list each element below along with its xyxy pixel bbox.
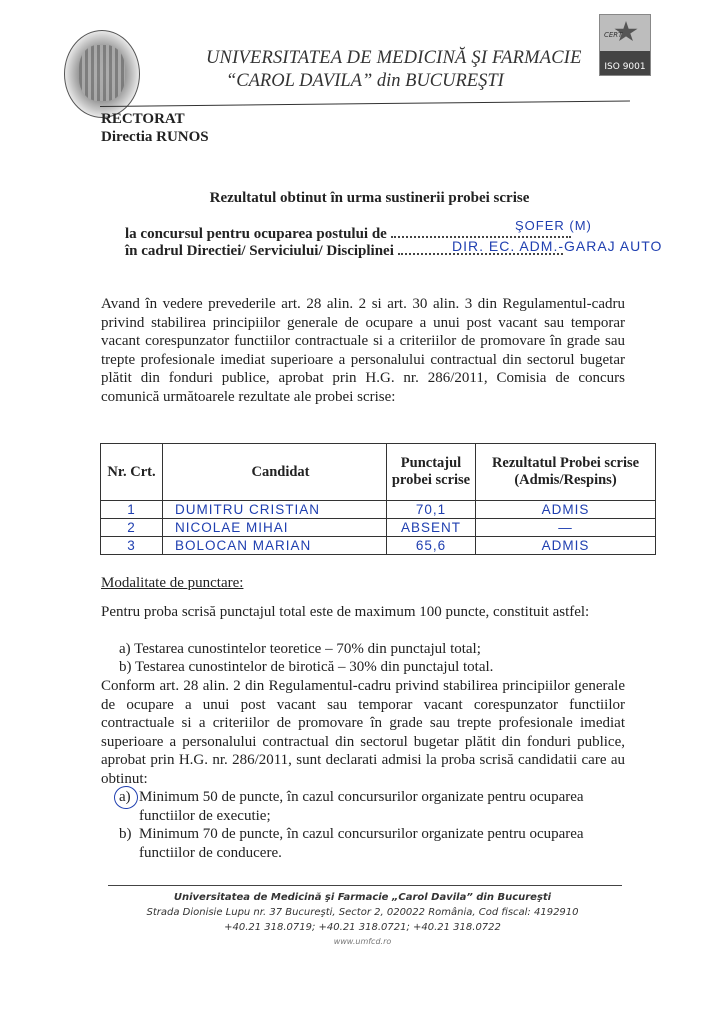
threshold-item-text: Minimum 70 de puncte, în cazul concursurilor organizate pentru ocuparea functiilor de conducere.	[139, 826, 584, 861]
table-row	[101, 537, 656, 555]
cell-candidate: BOLOCAN MARIAN	[163, 537, 387, 555]
admission-paragraph: Conform art. 28 alin. 2 din Regulamentul-cadru privind stabilirea principiilor generale de ocupare a unui post vacant sau temporar vacant corespunzator functiilor contractuale si a criteriilor de promovare în grade sau trepte profesionale imediat superioare a personalului contractual din sectorul bugetar plătit din fonduri publice, aprobat prin H.G. nr. 286/2011, sunt declarati admisi la proba scrisă candidatii care au obtinut:	[101, 678, 625, 787]
position-label: la concursul pentru ocuparea postului de	[125, 226, 387, 242]
department-rectorat: RECTORAT	[101, 111, 185, 127]
header-score: Punctajul probei scrise	[387, 444, 476, 501]
header-nr: Nr. Crt.	[101, 444, 163, 501]
header-result: Rezultatul Probei scrise (Admis/Respins)	[476, 444, 656, 501]
iso-certification-logo	[599, 14, 651, 76]
intro-paragraph: Avand în vedere prevederile art. 28 alin. 2 si art. 30 alin. 3 din Regulamentul-cadru privind stabilirea principiilor generale de ocupare a unui post vacant sau temporar vacant corespunzator functiilor contractuale si a criteriilor de promovare în grade sau trepte profesionale imediat superioare a personalului contractual din sectorul bugetar plătit din fonduri publice, aprobat prin H.G. nr. 286/2011, Comisia de concurs comunică următoarele rezultate ale probei scrise:	[101, 296, 625, 405]
footer-website: www.umfcd.ro	[333, 937, 392, 946]
cell-score: ABSENT	[387, 519, 476, 537]
scoring-item-mark: a)	[119, 641, 131, 657]
cell-result: ADMIS	[476, 537, 656, 555]
cell-score: 65,6	[387, 537, 476, 555]
department-runos: Directia RUNOS	[101, 129, 209, 145]
header-candidate: Candidat	[163, 444, 387, 501]
threshold-item-mark: a)	[119, 789, 131, 805]
table-row	[101, 501, 656, 519]
seal-building-icon	[79, 45, 125, 101]
cell-candidate: DUMITRU CRISTIAN	[163, 501, 387, 519]
scoring-heading: Modalitate de punctare:	[101, 575, 244, 591]
university-name: UNIVERSITATEA DE MEDICINĂ ŞI FARMACIE	[206, 48, 582, 68]
footer-phones: +40.21 318.0719; +40.21 318.0721; +40.21 318.0722	[224, 922, 501, 933]
position-value-handwritten: ŞOFER (M)	[515, 218, 592, 233]
scoring-item-mark: b)	[119, 659, 132, 675]
threshold-item-text: Minimum 50 de puncte, în cazul concursurilor organizate pentru ocuparea functiilor de executie;	[139, 789, 584, 824]
footer-address: Strada Dionisie Lupu nr. 37 Bucureşti, Sector 2, 020022 România, Cod fiscal: 4192910	[146, 907, 579, 918]
department-value-handwritten: DIR. EC. ADM.-GARAJ AUTO	[452, 238, 663, 254]
footer-divider	[108, 885, 622, 886]
cell-nr: 2	[101, 519, 163, 537]
table-row	[101, 519, 656, 537]
header-divider	[100, 100, 630, 107]
cell-candidate: NICOLAE MIHAI	[163, 519, 387, 537]
cell-result: ADMIS	[476, 501, 656, 519]
results-table	[100, 443, 656, 555]
scoring-item-text: Testarea cunostintelor teoretice – 70% din punctajul total;	[134, 641, 481, 657]
cell-score: 70,1	[387, 501, 476, 519]
threshold-item-mark: b)	[119, 826, 132, 842]
threshold-item-a	[119, 788, 625, 825]
cell-nr: 3	[101, 537, 163, 555]
department-label: în cadrul Directiei/ Serviciului/ Disciplinei	[125, 243, 394, 259]
document-title: Rezultatul obtinut în urma sustinerii probei scrise	[209, 190, 530, 206]
iso-cert-text: CERT	[604, 31, 623, 39]
footer-university-name: Universitatea de Medicină şi Farmacie „Carol Davila” din Bucureşti	[173, 892, 552, 903]
cell-result: —	[476, 519, 656, 537]
university-name-sub: “CAROL DAVILA” din BUCUREŞTI	[226, 71, 504, 91]
scoring-item-b	[119, 658, 493, 677]
scoring-item-a	[119, 640, 481, 659]
cell-nr: 1	[101, 501, 163, 519]
scoring-paragraph: Pentru proba scrisă punctajul total este de maximum 100 puncte, constituit astfel:	[101, 604, 590, 620]
department-block	[101, 110, 209, 146]
threshold-item-b	[119, 825, 625, 862]
iso-label: ISO 9001	[604, 62, 646, 72]
scoring-item-text: Testarea cunostintelor de birotică – 30% din punctajul total.	[134, 659, 494, 675]
table-header-row	[101, 444, 656, 501]
